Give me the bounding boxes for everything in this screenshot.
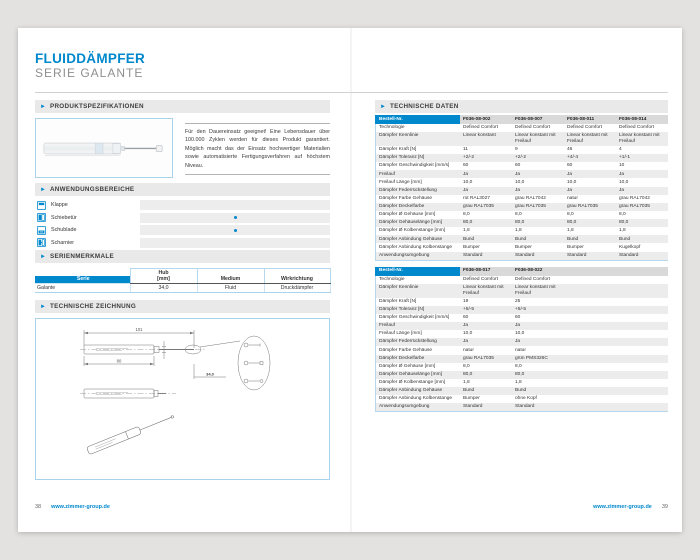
spec-value-cell: 19	[463, 298, 469, 304]
spec-row	[376, 363, 669, 371]
medium-value-cell: Fluid	[197, 284, 264, 293]
application-areas	[35, 200, 330, 250]
application-label: Klappe	[51, 202, 68, 208]
spec-value-cell: 10,0	[515, 179, 525, 185]
hub-label: Hub	[158, 270, 169, 276]
spec-row	[376, 146, 669, 154]
spec-value-cell	[616, 379, 668, 387]
spec-value-cell: grau RAL7035	[512, 203, 564, 211]
spec-value-cell: 1,8	[567, 228, 574, 234]
spec-label-cell: Technologie	[376, 124, 461, 132]
scharnier-icon	[37, 238, 46, 247]
spec-value-cell: Defined Comfort	[515, 276, 550, 282]
application-row-schublade	[35, 225, 330, 235]
damper-product-image	[36, 119, 172, 177]
spec-row	[376, 170, 669, 178]
spec-value-cell: rot RAL3027	[463, 195, 490, 201]
spec-value-cell	[616, 284, 668, 298]
spec-value-cell: Defined Comfort	[463, 276, 498, 282]
spec-row	[376, 154, 669, 162]
technical-drawing	[36, 319, 329, 479]
spec-value-cell	[564, 371, 616, 379]
spec-value-cell: 80,0	[460, 219, 512, 227]
spec-value-cell: 10,0	[619, 179, 629, 185]
spec-value-cell: Ja	[512, 338, 564, 346]
spec-value-cell: 10,0	[515, 331, 525, 337]
spec-value-cell: Ja	[512, 170, 564, 178]
spec-value-cell	[616, 330, 668, 338]
application-label: Schublade	[51, 227, 77, 233]
spec-value-cell: Ja	[512, 187, 564, 195]
spec-label-cell: Technologie	[376, 276, 461, 284]
spec-value-cell: Ja	[512, 322, 564, 330]
spec-value-cell: 46	[567, 147, 573, 153]
spec-value-cell: 60	[515, 315, 521, 321]
spec-value-cell	[564, 346, 616, 354]
product-description: Für den Dauereinsatz geeignet! Eine Lebensdauer über 100.000 Zyklen werden für dieses Produkt garantiert. Möglich macht das der Einsatz hochwertiger Materialien sowie automatisierte Fertigungsverfahren auf höchstem Niveau.	[185, 123, 330, 175]
spec-label-cell: Dämpfer Ø Gehäuse [mm]	[376, 363, 461, 371]
spec-value-cell: Ja	[564, 170, 616, 178]
spec-value-cell: Bumper	[515, 244, 532, 250]
spec-value-cell: Linear konstant mit Freilauf	[564, 132, 616, 146]
hub-unit-label: [mm]	[157, 276, 170, 282]
spec-value-cell: ohne Kopf	[515, 396, 537, 402]
spec-label-cell: Dämpfer Toleranz [N]	[376, 306, 461, 314]
spec-value-cell: Linear konstant mit Freilauf	[616, 132, 668, 146]
spec-value-cell	[564, 355, 616, 363]
spec-label-cell: Dämpfer Anbindung Gehäuse	[376, 235, 461, 243]
section-technische-zeichnung	[35, 300, 330, 313]
spec-value-cell: Ja	[460, 338, 512, 346]
serie-header-cell	[35, 269, 130, 284]
spec-label-cell: Dämpfer Anbindung Kolbenstange	[376, 243, 461, 251]
spec-value-cell	[616, 387, 668, 395]
spec-row	[376, 379, 669, 387]
serie-header-label: Serie	[35, 276, 130, 284]
spec-value-cell: Kugelkopf	[619, 244, 641, 250]
spec-label-cell: Freilauf	[376, 170, 461, 178]
application-matrix-cell	[140, 200, 330, 210]
table-row	[35, 284, 330, 293]
section-label: PRODUKTSPEZIFIKATIONEN	[49, 103, 144, 110]
spec-value-cell	[564, 284, 616, 298]
spec-value-cell: grau RAL7042	[515, 195, 546, 201]
spec-value-cell: +2/-2	[460, 154, 512, 162]
spec-value-cell: Standard	[512, 403, 564, 412]
spec-value-cell: 11	[463, 147, 468, 153]
spec-row	[376, 284, 669, 298]
spec-value-cell: 8,0	[515, 363, 522, 369]
spec-value-cell: Ja	[460, 170, 512, 178]
spec-value-cell: 1,8	[515, 228, 522, 234]
hub-header-cell	[130, 269, 197, 284]
spec-value-cell: grau RAL7035	[460, 355, 512, 363]
spec-row	[376, 211, 669, 219]
spec-row	[376, 243, 669, 251]
spec-value-cell: 80,0	[616, 219, 668, 227]
spec-label-cell: Dämpfer Gehäuselänge [mm]	[376, 219, 461, 227]
spec-row	[376, 355, 669, 363]
spec-label-cell: Freilauf	[376, 322, 461, 330]
spec-value-cell	[616, 355, 668, 363]
spec-row	[376, 371, 669, 379]
spec-label-cell: Dämpfer Farbe Gehäuse	[376, 195, 461, 203]
table-header-row	[35, 269, 330, 284]
spec-value-cell: 1,8	[515, 380, 522, 386]
spec-value-cell: Standard	[564, 252, 616, 261]
order-number-cell: F036-08-007	[512, 115, 564, 124]
schublade-icon	[37, 226, 46, 235]
isometric-view	[87, 413, 175, 455]
serie-value-cell: Galante	[35, 284, 130, 293]
schiebetuer-icon	[37, 213, 46, 222]
spec-value-cell: Standard	[460, 403, 512, 412]
spec-row	[376, 187, 669, 195]
header-divider	[35, 92, 668, 93]
page-subtitle: SERIE GALANTE	[35, 66, 144, 80]
spec-value-cell	[564, 363, 616, 371]
application-cell	[35, 213, 140, 223]
spec-value-cell	[616, 395, 668, 403]
spec-value-cell	[564, 330, 616, 338]
spec-row	[376, 346, 669, 354]
spec-row	[376, 178, 669, 186]
spec-label-cell: Dämpfer Kraft [N]	[376, 146, 461, 154]
spec-value-cell: 4	[619, 147, 622, 153]
right-footer	[375, 504, 668, 510]
section-arrow-icon: ►	[40, 253, 46, 260]
order-number-cell: F036-08-011	[564, 115, 616, 124]
spec-value-cell: +5/-5	[460, 306, 512, 314]
spec-value-cell: +1/-1	[616, 154, 668, 162]
spec-value-cell: Standard	[616, 252, 668, 261]
section-label: SERIENMERKMALE	[49, 253, 114, 260]
spec-label-cell: Dämpfer Ø Gehäuse [mm]	[376, 211, 461, 219]
hub-value-cell: 34,0	[130, 284, 197, 293]
spec-label-cell: Freilauf Länge [mm]	[376, 178, 461, 186]
spec-value-cell	[564, 379, 616, 387]
spec-value-cell: Bumper	[463, 244, 480, 250]
spec-label-cell: Dämpfer Geschwindigkeit [mm/s]	[376, 162, 461, 170]
klappe-icon	[37, 201, 46, 210]
order-number-cell	[564, 267, 616, 276]
spec-row	[376, 322, 669, 330]
spec-value-cell: 1,8	[619, 228, 626, 234]
spec-label-cell: Dämpfer Federrückstellung	[376, 338, 461, 346]
spec-value-cell: grau RAL7035	[564, 203, 616, 211]
spec-value-cell: Linear konstant	[460, 132, 512, 146]
spec-value-cell: Ja	[616, 170, 668, 178]
spec-value-cell: Bund	[616, 235, 668, 243]
bestellnr-cell: Bestell-Nr.	[376, 267, 461, 276]
spec-value-cell	[616, 363, 668, 371]
spec-label-cell: Dämpfer Anbindung Gehäuse	[376, 387, 461, 395]
section-technische-daten	[375, 100, 668, 113]
spec-value-cell	[564, 322, 616, 330]
spec-value-cell: Bumper	[463, 396, 480, 402]
spec-row	[376, 330, 669, 338]
spec-value-cell: 8,0	[463, 212, 470, 218]
spec-row	[376, 314, 669, 322]
section-label: TECHNISCHE ZEICHNUNG	[49, 303, 137, 310]
spec-row	[376, 403, 669, 412]
dim-total-label: 101	[135, 327, 143, 332]
spec-label-cell: Dämpfer Kraft [N]	[376, 298, 461, 306]
wirkrichtung-header-cell: Wirkrichtung	[264, 269, 330, 284]
spec-row	[376, 203, 669, 211]
spec-value-cell: 60	[463, 315, 469, 321]
active-dot	[234, 216, 237, 219]
spec-value-cell: Ja	[564, 187, 616, 195]
spec-value-cell	[564, 306, 616, 314]
spec-value-cell: 8,0	[567, 212, 574, 218]
technical-data-table-2	[375, 267, 668, 413]
order-number-cell: F036-08-017	[460, 267, 512, 276]
spec-value-cell: +4/-4	[564, 154, 616, 162]
spec-value-cell: Bund	[512, 387, 564, 395]
spec-value-cell	[564, 314, 616, 322]
spec-value-cell: 80,0	[564, 219, 616, 227]
spec-value-cell: grau RAL7035	[616, 203, 668, 211]
section-label: TECHNISCHE DATEN	[389, 103, 459, 110]
spec-label-cell: Dämpfer Deckelfarbe	[376, 355, 461, 363]
section-arrow-icon: ►	[380, 103, 386, 110]
application-cell	[35, 200, 140, 210]
spec-value-cell	[564, 298, 616, 306]
section-arrow-icon: ►	[40, 186, 46, 193]
spec-value-cell	[616, 371, 668, 379]
spec-value-cell	[564, 403, 616, 412]
spec-value-cell	[616, 276, 668, 284]
spec-value-cell: Standard	[460, 252, 512, 261]
spec-label-cell: Dämpfer Ø Kolbenstange [mm]	[376, 227, 461, 235]
spec-value-cell: grün PMS326C	[512, 355, 564, 363]
spec-value-cell: Linear konstant mit Freilauf	[512, 284, 564, 298]
dim-body-label: 80	[116, 358, 122, 364]
spec-value-cell: 10,0	[567, 179, 577, 185]
spec-value-cell: natur	[463, 347, 474, 353]
page-number: 39	[661, 504, 668, 510]
spec-value-cell: 8,0	[515, 212, 522, 218]
spec-value-cell	[616, 314, 668, 322]
spec-row	[376, 395, 669, 403]
spec-value-cell: 80,0	[460, 371, 512, 379]
section-label: ANWENDUNGSBEREICHE	[49, 186, 135, 193]
spec-label-cell: Dämpfer Toleranz [N]	[376, 154, 461, 162]
spec-value-cell: grau RAL7042	[619, 195, 650, 201]
spec-label-cell: Anwendungsumgebung	[376, 403, 461, 412]
spec-row	[376, 387, 669, 395]
spec-value-cell: 9	[515, 147, 518, 153]
spec-value-cell: 60	[515, 163, 521, 169]
active-dot	[234, 229, 237, 232]
catalog-double-page	[18, 28, 682, 532]
spec-value-cell: 8,0	[463, 363, 470, 369]
application-row-klappe	[35, 200, 330, 210]
series-characteristics-table	[35, 268, 331, 293]
application-row-schiebetuer	[35, 213, 330, 223]
spec-row	[376, 306, 669, 314]
spec-value-cell: 10,0	[463, 331, 473, 337]
spec-value-cell	[564, 387, 616, 395]
section-arrow-icon: ►	[40, 103, 46, 110]
spec-value-cell	[616, 403, 668, 412]
spec-row	[376, 162, 669, 170]
website-link[interactable]: www.zimmer-group.de	[593, 504, 652, 510]
order-number-header-row	[376, 115, 669, 124]
section-serienmerkmale	[35, 250, 330, 263]
spec-value-cell: +5/-5	[512, 306, 564, 314]
spec-value-cell: 1,8	[463, 380, 470, 386]
spec-label-cell: Dämpfer Federrückstellung	[376, 187, 461, 195]
spec-value-cell	[616, 338, 668, 346]
spec-value-cell: Ja	[616, 187, 668, 195]
spec-value-cell: 10,0	[463, 179, 473, 185]
spec-label-cell: Anwendungsumgebung	[376, 252, 461, 261]
section-arrow-icon: ►	[40, 303, 46, 310]
spec-value-cell: +2/-2	[512, 154, 564, 162]
website-link[interactable]: www.zimmer-group.de	[51, 504, 110, 510]
spec-value-cell: Defined Comfort	[515, 125, 550, 131]
spec-value-cell: 60	[463, 163, 469, 169]
spec-value-cell: 80,0	[512, 371, 564, 379]
spec-value-cell	[616, 346, 668, 354]
page-seam	[350, 28, 352, 532]
spec-value-cell: 60	[567, 163, 573, 169]
spec-label-cell: Dämpfer Geschwindigkeit [mm/s]	[376, 314, 461, 322]
spec-value-cell	[564, 276, 616, 284]
order-number-cell: F036-08-022	[512, 267, 564, 276]
order-number-cell	[616, 267, 668, 276]
spec-label-cell: Dämpfer Deckelfarbe	[376, 203, 461, 211]
spec-value-cell: Bund	[460, 235, 512, 243]
spec-value-cell: 10	[619, 163, 625, 169]
spec-value-cell: Linear konstant mit Freilauf	[512, 132, 564, 146]
page-title: FLUIDDÄMPFER	[35, 51, 146, 66]
application-cell	[35, 238, 140, 248]
spec-label-cell: Dämpfer Farbe Gehäuse	[376, 346, 461, 354]
spec-label-cell: Dämpfer Kennlinie	[376, 284, 461, 298]
spec-value-cell: Bund	[512, 235, 564, 243]
spec-value-cell: 80,0	[512, 219, 564, 227]
order-number-header-row	[376, 267, 669, 276]
application-matrix-cell	[140, 238, 330, 248]
spec-label-cell: Dämpfer Kennlinie	[376, 132, 461, 146]
spec-label-cell: Dämpfer Gehäuselänge [mm]	[376, 371, 461, 379]
spec-value-cell	[564, 338, 616, 346]
spec-value-cell	[616, 322, 668, 330]
technical-data-table-1	[375, 115, 668, 261]
spec-value-cell: Linear konstant mit Freilauf	[460, 284, 512, 298]
spec-row	[376, 276, 669, 284]
application-matrix-cell	[140, 225, 330, 235]
section-produktspezifikationen	[35, 100, 330, 113]
spec-row	[376, 124, 669, 132]
order-number-cell: F036-08-002	[460, 115, 512, 124]
spec-value-cell	[616, 306, 668, 314]
spec-value-cell: Defined Comfort	[619, 125, 654, 131]
spec-value-cell: Bumper	[567, 244, 584, 250]
spec-label-cell: Freilauf Länge [mm]	[376, 330, 461, 338]
application-cell	[35, 225, 140, 235]
spec-value-cell: Ja	[460, 187, 512, 195]
spec-label-cell: Dämpfer Anbindung Kolbenstange	[376, 395, 461, 403]
section-anwendungsbereiche	[35, 183, 330, 196]
medium-header-cell: Medium	[197, 269, 264, 284]
spec-value-cell: Ja	[460, 322, 512, 330]
spec-row	[376, 219, 669, 227]
spec-value-cell: Bund	[460, 387, 512, 395]
bestellnr-cell: Bestell-Nr.	[376, 115, 461, 124]
technical-data-tables	[375, 115, 668, 418]
spec-value-cell: natur	[567, 195, 578, 201]
spec-value-cell: grau RAL7035	[460, 203, 512, 211]
spec-value-cell	[564, 395, 616, 403]
application-label: Schiebetür	[51, 214, 77, 221]
spec-row	[376, 235, 669, 243]
spec-row	[376, 195, 669, 203]
spec-value-cell: 25	[515, 298, 521, 304]
spec-value-cell: 8,0	[619, 212, 626, 218]
spec-row	[376, 298, 669, 306]
dim-stroke-label: 34,0	[206, 371, 214, 377]
spec-value-cell: natur	[515, 347, 526, 353]
left-footer	[35, 504, 110, 510]
spec-row	[376, 227, 669, 235]
technical-drawing-frame	[35, 318, 330, 480]
application-row-scharnier	[35, 238, 330, 248]
spec-value-cell	[616, 298, 668, 306]
spec-row	[376, 252, 669, 261]
order-number-cell: F036-08-014	[616, 115, 668, 124]
spec-row	[376, 338, 669, 346]
spec-value-cell: Defined Comfort	[463, 125, 498, 131]
spec-value-cell: Standard	[512, 252, 564, 261]
spec-value-cell: Defined Comfort	[567, 125, 602, 131]
page-number: 38	[35, 504, 42, 510]
spec-value-cell: Bund	[564, 235, 616, 243]
product-photo	[35, 118, 173, 178]
spec-label-cell: Dämpfer Ø Kolbenstange [mm]	[376, 379, 461, 387]
wirkrichtung-value-cell: Druckdämpfer	[264, 284, 330, 293]
application-matrix-cell	[140, 213, 330, 223]
application-label: Scharnier	[51, 239, 75, 246]
spec-row	[376, 132, 669, 146]
spec-value-cell: 1,8	[463, 228, 470, 234]
